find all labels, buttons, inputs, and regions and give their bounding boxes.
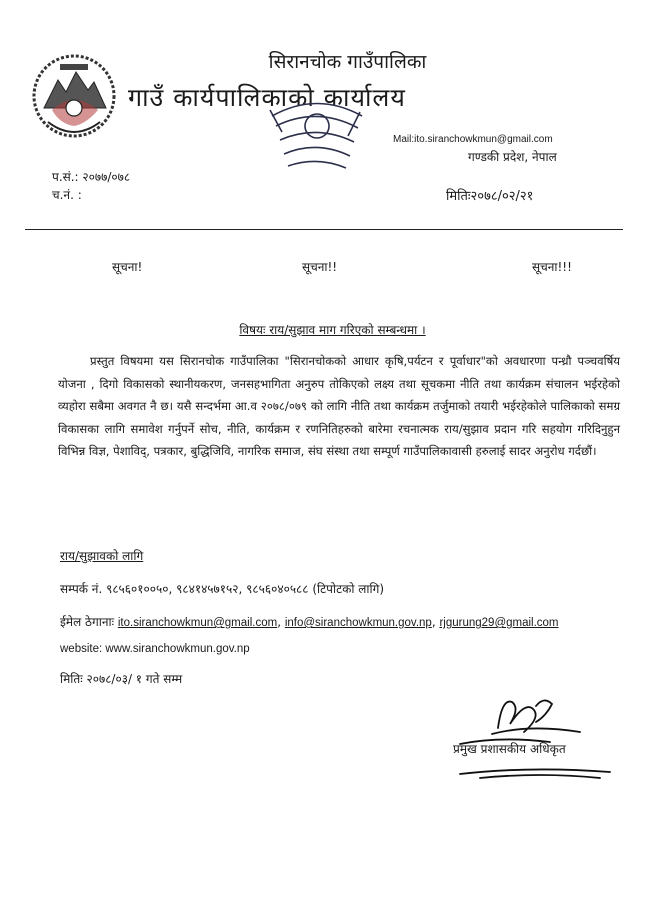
signatory-designation: प्रमुख प्रशासकीय अधिकृत: [453, 742, 566, 756]
subject-line: [0, 321, 665, 338]
notice-label-2: सूचना!!: [302, 260, 338, 274]
municipality-name: सिरानचोक गाउँपालिका: [268, 51, 427, 73]
notice-label-1: सूचना!: [112, 260, 143, 274]
header-divider: [25, 229, 623, 230]
contact-numbers: सम्पर्क नं. ९८५६०१००५०, ९८४१४५७१५२, ९८५६०४०५८८ (टिपोटको लागि): [60, 582, 385, 596]
office-email: Mail:ito.siranchowkmun@gmail.com: [393, 134, 553, 145]
subject-text: विषयः राय/सुझाव माग गरिएको सम्बन्धमा ।: [239, 323, 426, 337]
suggestion-heading: राय/सुझावको लागि: [60, 549, 144, 563]
email-link-1[interactable]: ito.siranchowkmun@gmail.com: [117, 617, 278, 629]
website-line: website: www.siranchowkmun.gov.np: [60, 643, 250, 655]
email-line: ईमेल ठेगानाः ito.siranchowkmun@gmail.com, info@siranchowkmun.gov.np, rjgurung29@gmail.com: [60, 615, 559, 629]
email-link-3[interactable]: rjgurung29@gmail.com: [439, 617, 559, 629]
email-link-2[interactable]: info@siranchowkmun.gov.np: [284, 617, 432, 629]
office-name: गाउँ कार्यपालिकाको कार्यालय: [128, 83, 406, 112]
reference-number: प.सं.: २०७७/०७८: [52, 170, 131, 184]
handwritten-signature: [440, 688, 630, 783]
notice-body: प्रस्तुत विषयमा यस सिरानचोक गाउँपालिका "सिरानचोकको आधार कृषि,पर्यटन र पूर्वाधार"को अवधारणा पन्ध्रौ पञ्चवर्षिय योजना , दिगो विकासको स्थानीयकरण, जनसहभागिता अनुरुप तोकिएको लक्ष्य तथा सूचकमा नीति तथा कार्यक्रम संचालन भईरहेको व्यहोरा सबैमा अवगत नै छ। यसै सन्दर्भमा आ.व २०७८/०७९ को लागि नीति तथा कार्यक्रम तर्जुमाको तयारी भईरहेकोले पालिकाको समग्र विकासका लागि समावेश गर्नुपर्ने सोच, नीति, कार्यक्रम र रणनितिहरुको बारेमा रचनात्मक राय/सुझाव प्रदान गरि सहयोग गरिदिनुहुन विभिन्न विज्ञ, पेशाविद्, पत्रकार, बुद्धिजिवि, नागरिक समाज, संघ संस्था तथा सम्पूर्ण गाउँपालिकावासी हरुलाई सादर अनुरोध गर्दछौं।: [58, 354, 620, 458]
notice-label-3: सूचना!!!: [532, 260, 572, 274]
province-address: गण्डकी प्रदेश, नेपाल: [468, 150, 557, 164]
dispatch-number: च.नं. :: [52, 188, 82, 202]
office-stamp: [262, 96, 372, 176]
email-label: ईमेल ठेगानाः: [60, 615, 115, 629]
deadline-date: मितिः २०७८/०३/ १ गते सम्म: [60, 672, 183, 686]
issue-date: मितिः२०७८/०२/२१: [446, 189, 534, 204]
